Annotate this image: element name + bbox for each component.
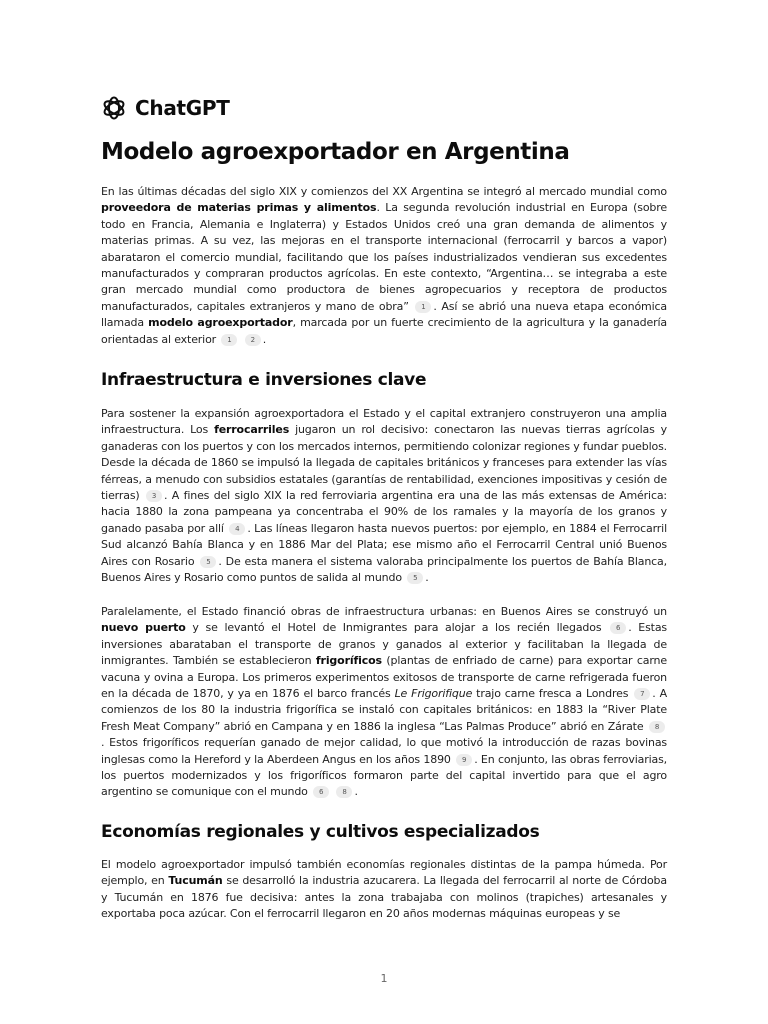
citation-badge[interactable]: 1 (415, 301, 431, 313)
brand-name: ChatGPT (135, 96, 230, 120)
section-heading-economias: Economías regionales y cultivos especializados (101, 822, 540, 842)
citation-badge[interactable]: 8 (336, 786, 352, 798)
citation-badge[interactable]: 6 (610, 622, 626, 634)
citation-badge[interactable]: 5 (200, 556, 216, 568)
citation-badge[interactable]: 1 (221, 334, 237, 346)
page-number: 1 (380, 972, 388, 985)
citation-badge[interactable]: 2 (245, 334, 261, 346)
infraestructura-paragraph-2: Paralelamente, el Estado financió obras de infraestructura urbanas: en Buenos Aires se construyó un nuevo puerto y se levantó el Hotel de Inmigrantes para alojar a los recién llegados 6 . Estas inversiones abarataban el transporte de granos y ganados al exterior y facilitaban la llegada de inmigrantes. También se establecieron frigoríficos (plantas de enfriado de carne) para exportar carne vacuna y ovina a Europa. Los primeros experimentos exitosos de transporte de carne refrigerada fueron en la década de 1870, y ya en 1876 el barco francés Le Frigorifique trajo carne fresca a Londres 7 . A comienzos de los 80 la industria frigorífica se instaló con capitales británicos: en 1883 la “River Plate Fresh Meat Company” abrió en Campana y en 1886 la inglesa “Las Palmas Produce” abrió en Zárate 8. Estos frigoríficos requerían ganado de mejor calidad, lo que motivó la introducción de razas bovinas inglesas como la Hereford y la Aberdeen Angus en los años 1890 9 . En conjunto, las obras ferroviarias, los puertos modernizados y los frigoríficos formaron parte del capital invertido para que el agro argentino se comunique con el mundo 6 8 . (101, 605, 667, 799)
citation-badge[interactable]: 7 (634, 688, 650, 700)
citation-badge[interactable]: 8 (649, 721, 665, 733)
bold-term: Tucumán (168, 874, 223, 888)
bold-term: modelo agroexportador (148, 316, 293, 330)
citation-badge[interactable]: 9 (456, 754, 472, 766)
bold-term: proveedora de materias primas y alimentos (101, 201, 377, 215)
bold-term: ferrocarriles (214, 423, 290, 437)
economias-paragraph-1: El modelo agroexportador impulsó también economías regionales distintas de la pampa húmeda. Por ejemplo, en Tucumán se desarrolló la industria azucarera. La llegada del ferrocarril al norte de Córdoba y Tucumán en 1876 fue decisiva: antes la zona trabajaba con molinos (trapiches) artesanales y exportaba poca azúcar. Con el ferrocarril llegaron en 20 años modernas máquinas europeas y se (101, 858, 667, 921)
document-title: Modelo agroexportador en Argentina (101, 139, 570, 165)
italic-ship-name: Le Frigorifique (394, 687, 473, 701)
infraestructura-paragraph-1: Para sostener la expansión agroexportadora el Estado y el capital extranjero construyeron una amplia infraestructura. Los ferrocarriles jugaron un rol decisivo: conectaron las nuevas tierras agrícolas y ganaderas con los puertos y con los mercados internos, permitiendo colonizar regiones y fundar pueblos. Desde la década de 1860 se impulsó la llegada de capitales británicos y franceses para extender las vías férreas, a menudo con subsidios estatales (garantías de rentabilidad, exenciones impositivas y cesión de tierras) 3 . A fines del siglo XIX la red ferroviaria argentina era una de las más extensas de América: hacia 1880 la zona pampeana ya concentraba el 90% de los ramales y la mayoría de los granos y ganado pasaba por allí 4 . Las líneas llegaron hasta nuevos puertos: por ejemplo, en 1884 el Ferrocarril Sud alcanzó Bahía Blanca y en 1886 Mar del Plata; ese mismo año el Ferrocarril Central unió Buenos Aires con Rosario 5 . De esta manera el sistema valoraba principalmente los puertos de Bahía Blanca, Buenos Aires y Rosario como puntos de salida al mundo 5 . (101, 407, 667, 585)
bold-term: frigoríficos (315, 654, 382, 668)
openai-logo-icon (101, 95, 127, 121)
brand-header (101, 94, 230, 122)
citation-badge[interactable]: 4 (229, 523, 245, 535)
citation-badge[interactable]: 5 (407, 572, 423, 584)
intro-paragraph: En las últimas décadas del siglo XIX y comienzos del XX Argentina se integró al mercado mundial como proveedora de materias primas y alimentos. La segunda revolución industrial en Europa (sobre todo en Francia, Alemania e Inglaterra) y Estados Unidos creó una gran demanda de alimentos y materias primas. A su vez, las mejoras en el transporte internacional (ferrocarril y barcos a vapor) abarataron el comercio mundial, facilitando que los países industrializados vendieran sus excedentes manufacturados y compraran productos agrícolas. En este contexto, “Argentina… se integraba a este gran mercado mundial como productora de bienes agropecuarios y receptora de productos manufacturados, capitales extranjeros y mano de obra” 1 . Así se abrió una nueva etapa económica llamada modelo agroexportador, marcada por un fuerte crecimiento de la agricultura y la ganadería orientadas al exterior 1 2 . (101, 185, 667, 346)
section-heading-infraestructura: Infraestructura e inversiones clave (101, 370, 427, 390)
bold-term: nuevo puerto (101, 621, 186, 635)
citation-badge[interactable]: 3 (146, 490, 162, 502)
citation-badge[interactable]: 6 (313, 786, 329, 798)
